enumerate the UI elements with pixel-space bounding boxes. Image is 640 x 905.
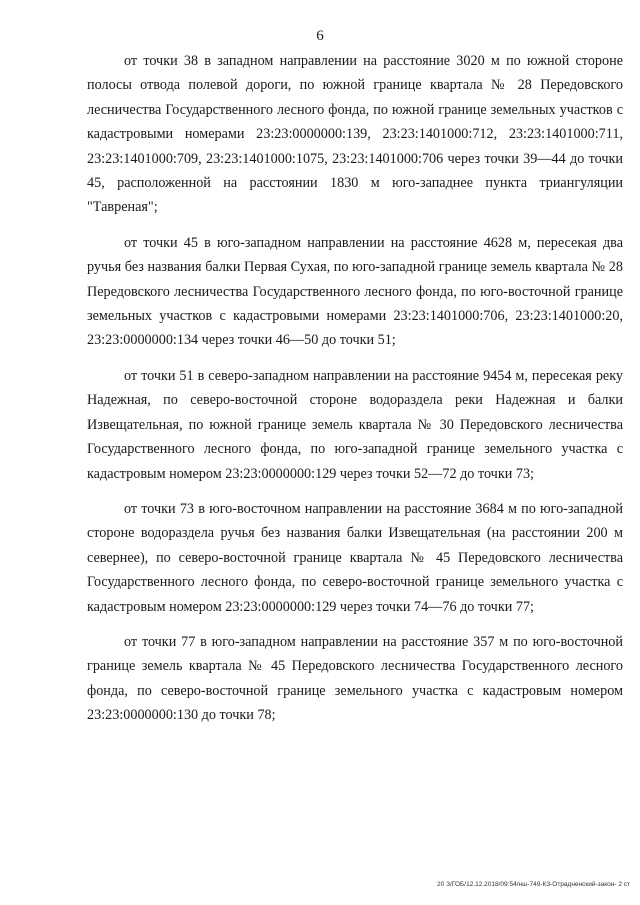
document-body: [87, 49, 623, 739]
paragraph-point-77: от точки 77 в юго-западном направлении на расстояние 357 м по юго-восточной границе земель квартала № 45 Передовского лесничества Государственного лесного фонда, по северо-восточной границе земельного участка с кадастровым номером 23:23:0000000:130 до точки 78;: [87, 633, 623, 724]
page-number: 6: [316, 28, 324, 44]
paragraph-point-45: от точки 45 в юго-западном направлении на расстояние 4628 м, пересекая два ручья без названия балки Первая Сухая, по юго-западной границе земель квартала № 28 Передовского лесничества Государственного лесного фонда, по юго-восточной границе земельных участков с кадастровыми номерами 23:23:1401000:706, 23:23:1401000:20, 23:23:0000000:134 через точки 46—50 до точки 51;: [87, 234, 623, 349]
paragraph-point-51: от точки 51 в северо-западном направлении на расстояние 9454 м, пересекая реку Надежная, по северо-восточной стороне водораздела реки Надежная и балки Извещательная, по южной границе земель квартала № 30 Передовского лесничества Государственного лесного фонда, по юго-западной границе земельного участка с кадастровым номером 23:23:0000000:129 через точки 52—72 до точки 73;: [87, 367, 623, 482]
document-footer-code: 20 З/ГОБ/12.12.2018/09:54/нш-749-КЗ-Отрадненский-закон- 2 ст: [437, 881, 630, 888]
paragraph-point-73: от точки 73 в юго-восточном направлении на расстояние 3684 м по юго-западной стороне водораздела ручья без названия балки Извещательная (на расстоянии 200 м севернее), по северо-восточной границе квартала № 45 Передовского лесничества Государственного лесного фонда, по северо-восточной границе земельного участка с кадастровым номером 23:23:0000000:129 через точки 74—76 до точки 77;: [87, 500, 623, 615]
paragraph-point-38: от точки 38 в западном направлении на расстояние 3020 м по южной стороне полосы отвода полевой дороги, по южной границе квартала № 28 Передовского лесничества Государственного лесного фонда, по южной границе земельных участков с кадастровыми номерами 23:23:0000000:139, 23:23:1401000:712, 23:23:1401000:711, 23:23:1401000:709, 23:23:1401000:1075, 23:23:1401000:706 через точки 39—44 до точки 45, расположенной на расстоянии 1830 м юго-западнее пункта триангуляции "Тавреная";: [87, 53, 623, 216]
